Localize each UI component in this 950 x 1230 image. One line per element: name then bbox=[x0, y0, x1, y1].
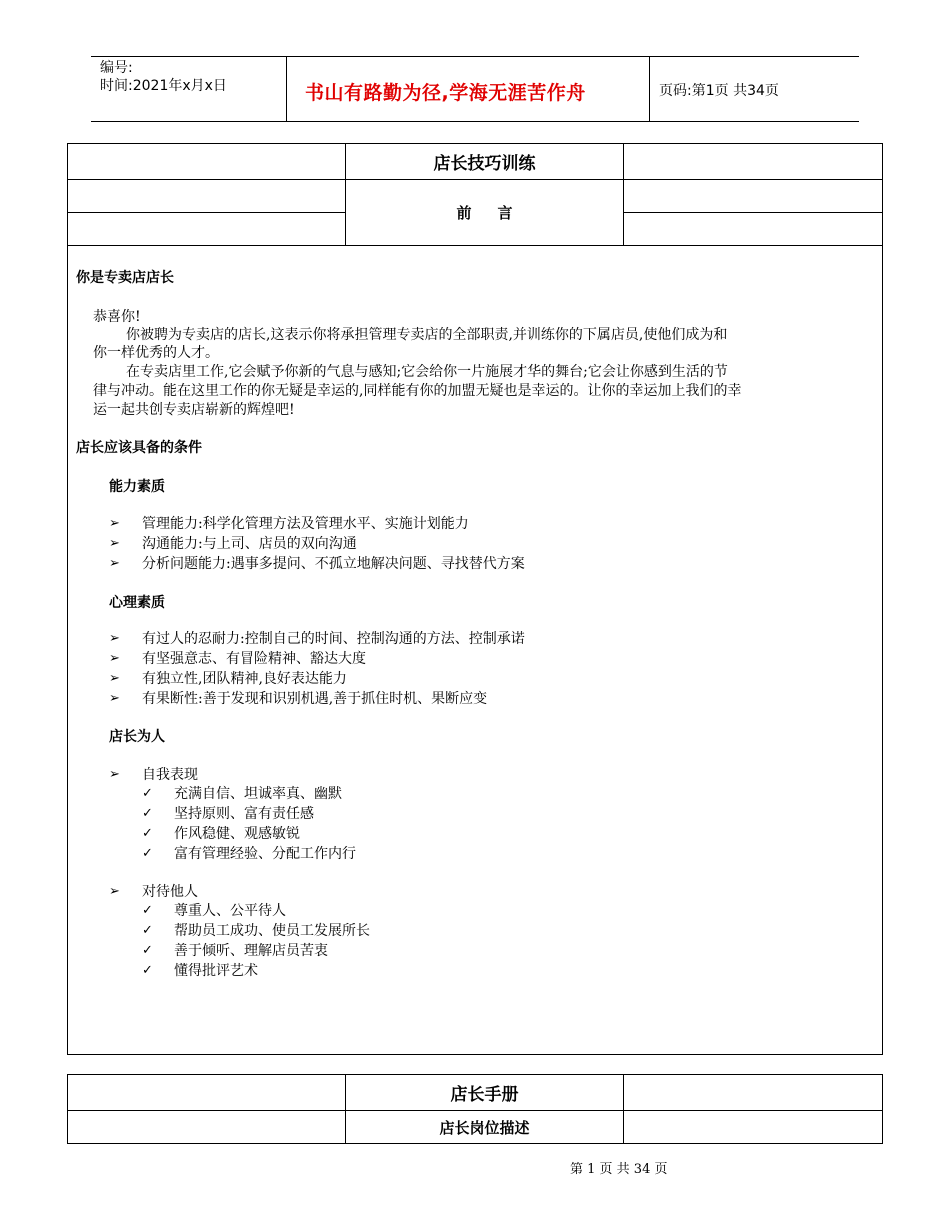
self-presentation-title: 自我表现 bbox=[142, 767, 198, 783]
arrow-bullet-icon: ➢ bbox=[109, 556, 120, 571]
greeting-text: 恭喜你! bbox=[93, 309, 141, 325]
check-bullet-icon: ✓ bbox=[142, 786, 153, 801]
subtitle-cell bbox=[346, 180, 624, 246]
paragraph-1-line-1: 你被聘为专卖店的店长,这表示你将承担管理专卖店的全部职责,并训练你的下属店员,使他们成为和 bbox=[126, 327, 728, 343]
header-divider-right bbox=[649, 56, 650, 122]
check-bullet-icon: ✓ bbox=[142, 923, 153, 938]
arrow-bullet-icon: ➢ bbox=[109, 536, 120, 551]
header-slogan: 书山有路勤为径,学海无涯苦作舟 bbox=[305, 82, 586, 104]
check-bullet-icon: ✓ bbox=[142, 903, 153, 918]
others-item-3: 善于倾听、理解店员苦衷 bbox=[174, 943, 328, 959]
others-item-1: 尊重人、公平待人 bbox=[174, 903, 286, 919]
mental-item-2: 有坚强意志、有冒险精神、豁达大度 bbox=[142, 651, 366, 667]
title-table bbox=[67, 143, 883, 246]
handbook-subcell-left bbox=[68, 1111, 346, 1144]
section-title-store-manager: 你是专卖店店长 bbox=[76, 270, 174, 286]
document-time-label: 时间:2021年x月x日 bbox=[100, 78, 227, 94]
handbook-subcell bbox=[346, 1111, 624, 1144]
header-page-code: 页码:第1页 共34页 bbox=[659, 83, 779, 99]
subsection-title-ability: 能力素质 bbox=[109, 479, 165, 495]
ability-item-1: 管理能力:科学化管理方法及管理水平、实施计划能力 bbox=[142, 516, 469, 532]
paragraph-2-line-2: 律与冲动。能在这里工作的你无疑是幸运的,同样能有你的加盟无疑也是幸运的。让你的幸运加上我们的幸 bbox=[93, 383, 742, 399]
handbook-title: 店长手册 bbox=[450, 1085, 519, 1105]
self-item-4: 富有管理经验、分配工作内行 bbox=[174, 846, 356, 862]
handbook-cell-left bbox=[68, 1075, 346, 1111]
header-top-rule bbox=[91, 56, 859, 57]
treating-others-title: 对待他人 bbox=[142, 884, 198, 900]
subsection-title-conduct: 店长为人 bbox=[109, 729, 165, 745]
arrow-bullet-icon: ➢ bbox=[109, 671, 120, 686]
arrow-bullet-icon: ➢ bbox=[109, 691, 120, 706]
arrow-bullet-icon: ➢ bbox=[109, 516, 120, 531]
check-bullet-icon: ✓ bbox=[142, 806, 153, 821]
subtitle-cell-left-top bbox=[68, 180, 346, 213]
check-bullet-icon: ✓ bbox=[142, 846, 153, 861]
self-item-1: 充满自信、坦诚率真、幽默 bbox=[174, 786, 342, 802]
handbook-cell-title bbox=[346, 1075, 624, 1111]
handbook-table bbox=[67, 1074, 883, 1144]
title-cell-main bbox=[346, 144, 624, 180]
paragraph-2-line-3: 运一起共创专卖店崭新的辉煌吧! bbox=[93, 402, 295, 418]
subtitle-cell-right-bottom bbox=[624, 213, 883, 246]
mental-item-3: 有独立性,团队精神,良好表达能力 bbox=[142, 671, 347, 687]
others-item-4: 懂得批评艺术 bbox=[174, 963, 258, 979]
document-number-label: 编号: bbox=[100, 60, 133, 76]
ability-item-3: 分析问题能力:遇事多提问、不孤立地解决问题、寻找替代方案 bbox=[142, 556, 525, 572]
section-title-requirements: 店长应该具备的条件 bbox=[76, 440, 202, 456]
paragraph-1-line-2: 你一样优秀的人才。 bbox=[93, 345, 219, 361]
header-bottom-rule bbox=[91, 121, 859, 122]
arrow-bullet-icon: ➢ bbox=[109, 631, 120, 646]
handbook-cell-right bbox=[624, 1075, 883, 1111]
preface-heading: 前言 bbox=[456, 204, 539, 222]
arrow-bullet-icon: ➢ bbox=[109, 767, 120, 782]
header-divider-left bbox=[286, 56, 287, 122]
others-item-2: 帮助员工成功、使员工发展所长 bbox=[174, 923, 370, 939]
arrow-bullet-icon: ➢ bbox=[109, 884, 120, 899]
check-bullet-icon: ✓ bbox=[142, 943, 153, 958]
title-cell-left bbox=[68, 144, 346, 180]
subtitle-cell-left-bottom bbox=[68, 213, 346, 246]
check-bullet-icon: ✓ bbox=[142, 826, 153, 841]
arrow-bullet-icon: ➢ bbox=[109, 651, 120, 666]
subsection-title-mental: 心理素质 bbox=[109, 595, 165, 611]
document-title: 店长技巧训练 bbox=[433, 154, 536, 174]
ability-item-2: 沟通能力:与上司、店员的双向沟通 bbox=[142, 536, 357, 552]
page-footer: 第 1 页 共 34 页 bbox=[570, 1162, 668, 1177]
title-cell-right bbox=[624, 144, 883, 180]
check-bullet-icon: ✓ bbox=[142, 963, 153, 978]
mental-item-1: 有过人的忍耐力:控制自己的时间、控制沟通的方法、控制承诺 bbox=[142, 631, 525, 647]
paragraph-2-line-1: 在专卖店里工作,它会赋予你新的气息与感知;它会给你一片施展才华的舞台;它会让你感到生活的节 bbox=[126, 364, 728, 380]
job-description-heading: 店长岗位描述 bbox=[439, 1118, 530, 1137]
self-item-2: 坚持原则、富有责任感 bbox=[174, 806, 314, 822]
mental-item-4: 有果断性:善于发现和识别机遇,善于抓住时机、果断应变 bbox=[142, 691, 488, 707]
handbook-subcell-right bbox=[624, 1111, 883, 1144]
self-item-3: 作风稳健、观感敏锐 bbox=[174, 826, 300, 842]
subtitle-cell-right-top bbox=[624, 180, 883, 213]
